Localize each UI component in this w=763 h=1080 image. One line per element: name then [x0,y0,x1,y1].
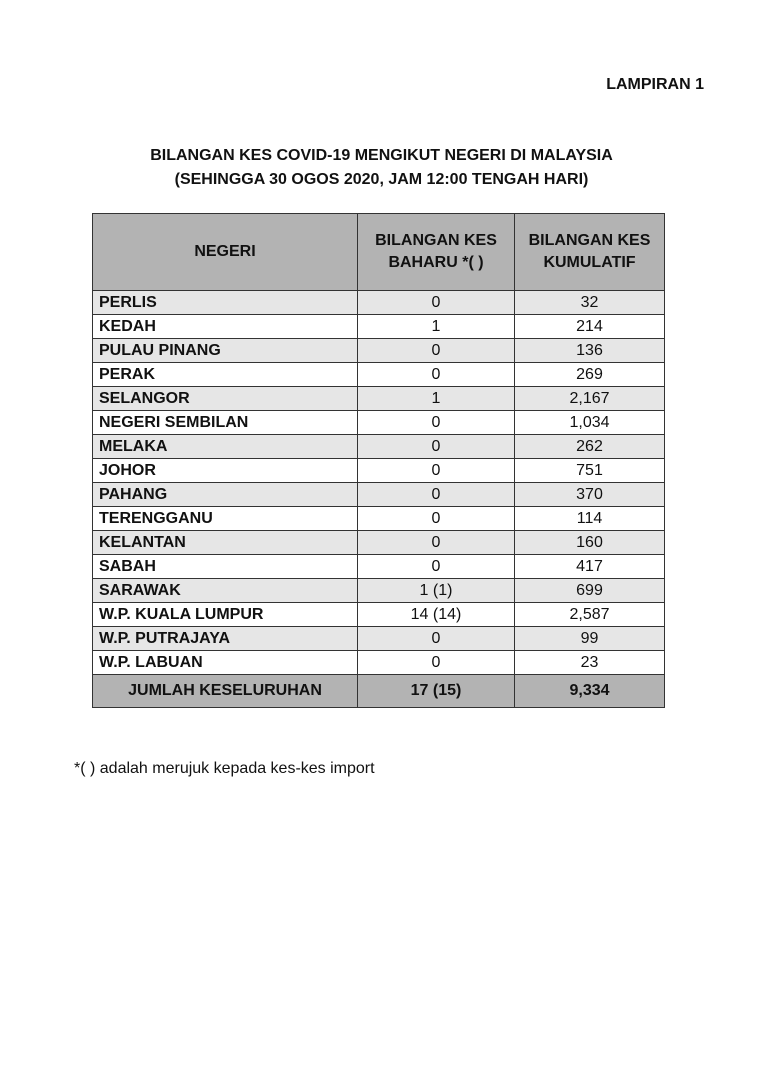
state-cell: W.P. KUALA LUMPUR [93,603,358,627]
cumulative-cases-cell: 2,167 [515,387,665,411]
header-new-cases: BILANGAN KES BAHARU *( ) [358,214,515,291]
cumulative-cases-cell: 417 [515,555,665,579]
table-row [93,555,665,579]
total-new: 17 (15) [358,675,515,708]
table-body [93,291,665,675]
cumulative-cases-cell: 370 [515,483,665,507]
total-cumulative: 9,334 [515,675,665,708]
state-cell: PERAK [93,363,358,387]
state-cell: PERLIS [93,291,358,315]
state-cell: PULAU PINANG [93,339,358,363]
new-cases-cell: 0 [358,363,515,387]
total-label: JUMLAH KESELURUHAN [93,675,358,708]
state-cell: TERENGGANU [93,507,358,531]
state-cell: SARAWAK [93,579,358,603]
state-cell: W.P. LABUAN [93,651,358,675]
header-state: NEGERI [93,214,358,291]
new-cases-cell: 0 [358,651,515,675]
header-cumulative-cases: BILANGAN KES KUMULATIF [515,214,665,291]
new-cases-cell: 0 [358,459,515,483]
state-cell: NEGERI SEMBILAN [93,411,358,435]
title-line-2: (SEHINGGA 30 OGOS 2020, JAM 12:00 TENGAH HARI) [174,171,589,188]
state-cell: KELANTAN [93,531,358,555]
total-row [93,675,665,708]
new-cases-cell: 1 [358,387,515,411]
new-cases-cell: 0 [358,507,515,531]
cumulative-cases-cell: 1,034 [515,411,665,435]
state-cell: SELANGOR [93,387,358,411]
table-row [93,291,665,315]
table-row [93,531,665,555]
new-cases-cell: 0 [358,531,515,555]
cumulative-cases-cell: 262 [515,435,665,459]
table-row [93,411,665,435]
new-cases-cell: 0 [358,483,515,507]
table-row [93,459,665,483]
new-cases-cell: 0 [358,627,515,651]
table-row [93,579,665,603]
table-row [93,435,665,459]
table-row [93,339,665,363]
new-cases-cell: 1 [358,315,515,339]
footnote: *( ) adalah merujuk kepada kes-kes import [74,760,375,777]
title-line-1: BILANGAN KES COVID-19 MENGIKUT NEGERI DI MALAYSIA [150,147,613,164]
covid-cases-table [92,213,665,708]
cumulative-cases-cell: 751 [515,459,665,483]
annex-label: LAMPIRAN 1 [606,76,704,93]
state-cell: W.P. PUTRAJAYA [93,627,358,651]
new-cases-cell: 0 [358,291,515,315]
state-cell: JOHOR [93,459,358,483]
state-cell: KEDAH [93,315,358,339]
state-cell: MELAKA [93,435,358,459]
cumulative-cases-cell: 699 [515,579,665,603]
table-row [93,651,665,675]
new-cases-cell: 14 (14) [358,603,515,627]
cumulative-cases-cell: 2,587 [515,603,665,627]
new-cases-cell: 1 (1) [358,579,515,603]
cumulative-cases-cell: 214 [515,315,665,339]
table-row [93,363,665,387]
table-row [93,603,665,627]
cumulative-cases-cell: 160 [515,531,665,555]
document-title [0,144,763,192]
cumulative-cases-cell: 23 [515,651,665,675]
cumulative-cases-cell: 269 [515,363,665,387]
table-row [93,387,665,411]
state-cell: SABAH [93,555,358,579]
cumulative-cases-cell: 114 [515,507,665,531]
table-row [93,483,665,507]
new-cases-cell: 0 [358,555,515,579]
table-row [93,315,665,339]
table-header-row [93,214,665,291]
cumulative-cases-cell: 136 [515,339,665,363]
new-cases-cell: 0 [358,435,515,459]
new-cases-cell: 0 [358,411,515,435]
new-cases-cell: 0 [358,339,515,363]
table-row [93,507,665,531]
table-row [93,627,665,651]
cumulative-cases-cell: 32 [515,291,665,315]
state-cell: PAHANG [93,483,358,507]
cumulative-cases-cell: 99 [515,627,665,651]
